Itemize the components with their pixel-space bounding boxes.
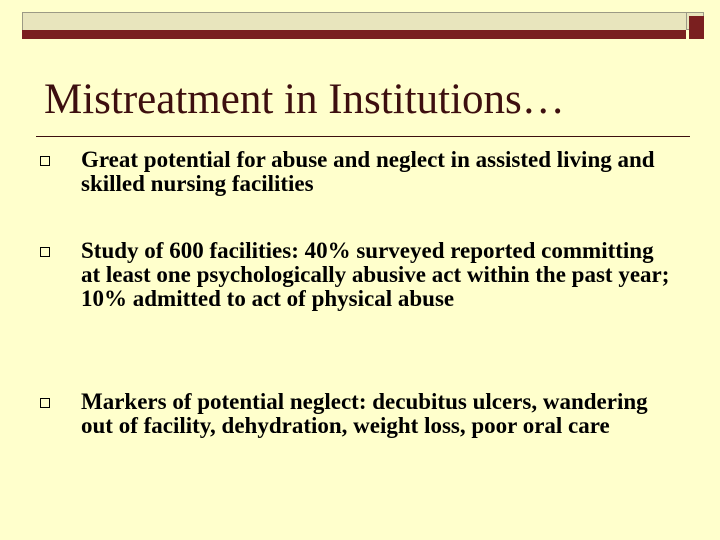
square-bullet-icon: [40, 398, 50, 408]
title-divider: [36, 136, 690, 137]
corner-square-dark: [689, 16, 704, 39]
square-bullet-icon: [40, 247, 50, 257]
slide-title: Mistreatment in Institutions…: [44, 76, 565, 123]
header-band-light: [22, 12, 686, 30]
bullet-text: Study of 600 facilities: 40% surveyed reported committing at least one psychologically abusive act within the past year; 10% admitted to act of physical abuse: [81, 238, 670, 311]
header-band-dark: [22, 30, 686, 39]
bullet-text: Markers of potential neglect: decubitus ulcers, wandering out of facility, dehydration, weight loss, poor oral care: [81, 389, 648, 438]
square-bullet-icon: [40, 156, 50, 166]
bullet-text: Great potential for abuse and neglect in assisted living and skilled nursing facilities: [81, 147, 655, 196]
